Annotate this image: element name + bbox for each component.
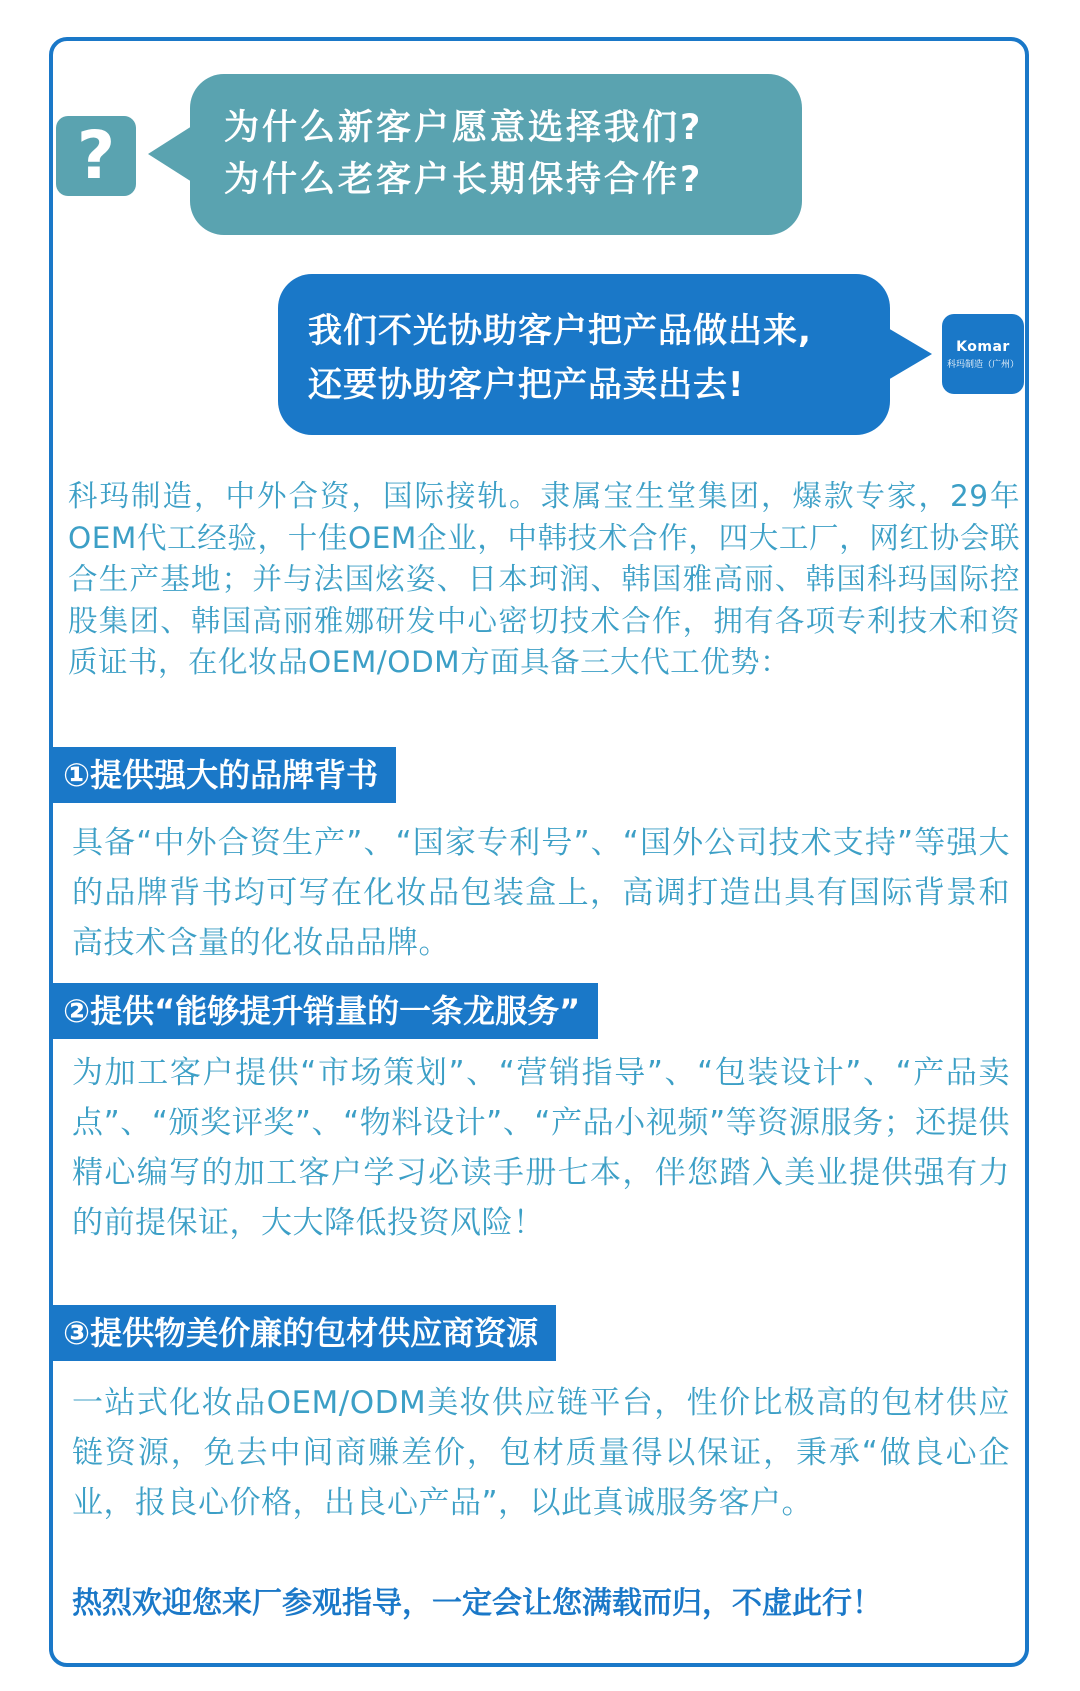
closing-invitation: 热烈欢迎您来厂参观指导，一定会让您满载而归，不虚此行！ <box>72 1586 882 1621</box>
section-1-title: ①提供强大的品牌背书 <box>49 747 396 803</box>
question-line-1: 为什么新客户愿意选择我们? <box>224 108 704 148</box>
answer-line-2: 还要协助客户把产品卖出去! <box>308 365 745 405</box>
question-bubble <box>190 74 802 235</box>
answer-bubble <box>278 274 890 435</box>
section-2-body: 为加工客户提供“市场策划”、“营销指导”、“包装设计”、“产品卖点”、“颁奖评奖”、“物料设计”、“产品小视频”等资源服务；还提供精心编写的加工客户学习必读手册七本，伴您踏入美业提供强有力的前提保证，大大降低投资风险！ <box>72 1055 1010 1241</box>
section-3-body: 一站式化妆品OEM/ODM美妆供应链平台，性价比极高的包材供应链资源，免去中间商赚差价，包材质量得以保证，秉承“做良心企业，报良心价格，出良心产品”，以此真诚服务客户。 <box>72 1385 1010 1521</box>
section-1-body: 具备“中外合资生产”、“国家专利号”、“国外公司技术支持”等强大的品牌背书均可写在化妆品包装盒上，高调打造出具有国际背景和高技术含量的化妆品品牌。 <box>72 825 1010 961</box>
answer-bubble-tail <box>888 328 932 380</box>
logo-brand: Komar <box>956 338 1010 355</box>
question-line-2: 为什么老客户长期保持合作? <box>224 160 704 200</box>
section-2-title: ②提供“能够提升销量的一条龙服务” <box>49 983 598 1039</box>
question-glyph: ? <box>76 117 116 194</box>
logo-subtitle: 科玛制造（广州） <box>946 359 1019 370</box>
question-bubble-tail <box>148 126 192 182</box>
section-3-title: ③提供物美价廉的包材供应商资源 <box>49 1305 556 1361</box>
komar-logo <box>942 314 1024 394</box>
question-mark-icon <box>56 116 136 196</box>
intro-paragraph: 科玛制造，中外合资，国际接轨。隶属宝生堂集团，爆款专家，29年OEM代工经验，十佳OEM企业，中韩技术合作，四大工厂，网红协会联合生产基地；并与法国炫姿、日本珂润、韩国雅高丽、韩国科玛国际控股集团、韩国高丽雅娜研发中心密切技术合作，拥有各项专利技术和资质证书，在化妆品OEM/ODM方面具备三大代工优势： <box>68 479 1020 679</box>
answer-line-1: 我们不光协助客户把产品做出来, <box>308 311 812 351</box>
